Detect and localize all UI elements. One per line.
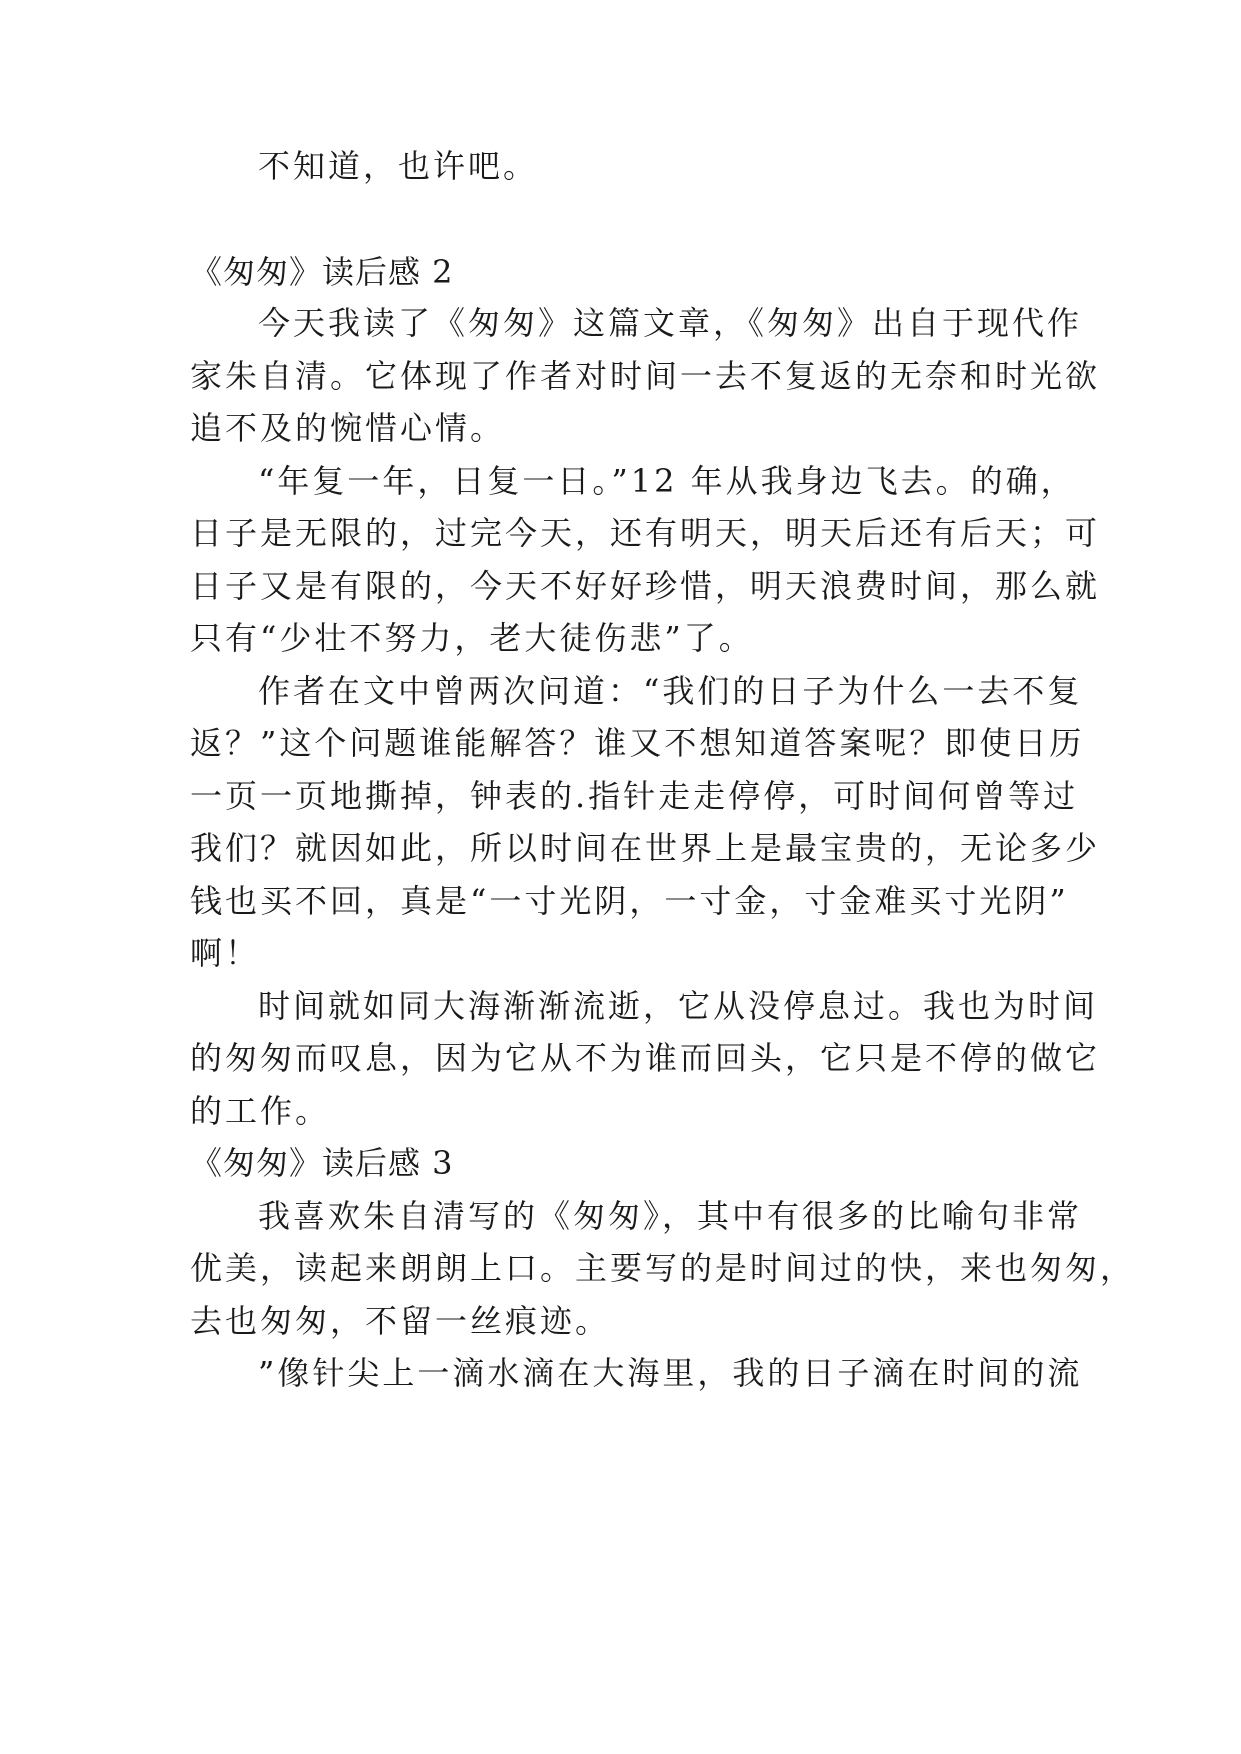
- paragraph-line: 不知道，也许吧。: [258, 147, 539, 185]
- section-heading: 《匆匆》读后感 3: [190, 1144, 454, 1182]
- paragraph-line: 啊！: [190, 934, 261, 972]
- paragraph-line: 只有“少壮不努力，老大徒伤悲”了。: [190, 619, 754, 657]
- paragraph-line: 的工作。: [190, 1092, 331, 1130]
- paragraph-line: 家朱自清。它体现了作者对时间一去不复返的无奈和时光欲: [190, 357, 1101, 395]
- paragraph-line: 钱也买不回，真是“一寸光阴，一寸金，寸金难买寸光阴”: [190, 882, 1069, 920]
- paragraph-line: 优美，读起来朗朗上口。主要写的是时间过的快，来也匆匆，: [190, 1249, 1136, 1287]
- paragraph-line: 时间就如同大海渐渐流逝，它从没停息过。我也为时间: [258, 987, 1099, 1025]
- paragraph-line: 去也匆匆，不留一丝痕迹。: [190, 1302, 611, 1340]
- paragraph-line: 我喜欢朱自清写的《匆匆》，其中有很多的比喻句非常: [258, 1197, 1083, 1235]
- paragraph-line: 返？”这个问题谁能解答？谁又不想知道答案呢？即使日历: [190, 724, 1085, 762]
- paragraph-line: 日子又是有限的，今天不好好珍惜，明天浪费时间，那么就: [190, 567, 1101, 605]
- paragraph-line: 追不及的惋惜心情。: [190, 409, 506, 447]
- paragraph-line: 一页一页地撕掉，钟表的.指针走走停停，可时间何曾等过: [190, 777, 1079, 815]
- paragraph-line: 我们？就因如此，所以时间在世界上是最宝贵的，无论多少: [190, 829, 1101, 867]
- paragraph-line: 作者在文中曾两次问道：“我们的日子为什么一去不复: [258, 672, 1083, 710]
- paragraph-line: 的匆匆而叹息，因为它从不为谁而回头，它只是不停的做它: [190, 1039, 1101, 1077]
- paragraph-line: 今天我读了《匆匆》这篇文章，《匆匆》出自于现代作: [258, 304, 1083, 342]
- paragraph-line: 日子是无限的，过完今天，还有明天，明天后还有后天；可: [190, 514, 1101, 552]
- paragraph-line: “年复一年，日复一日。”12 年从我身边飞去。的确，: [258, 462, 1076, 500]
- paragraph-line: ”像针尖上一滴水滴在大海里，我的日子滴在时间的流: [258, 1354, 1083, 1392]
- section-heading: 《匆匆》读后感 2: [190, 253, 454, 291]
